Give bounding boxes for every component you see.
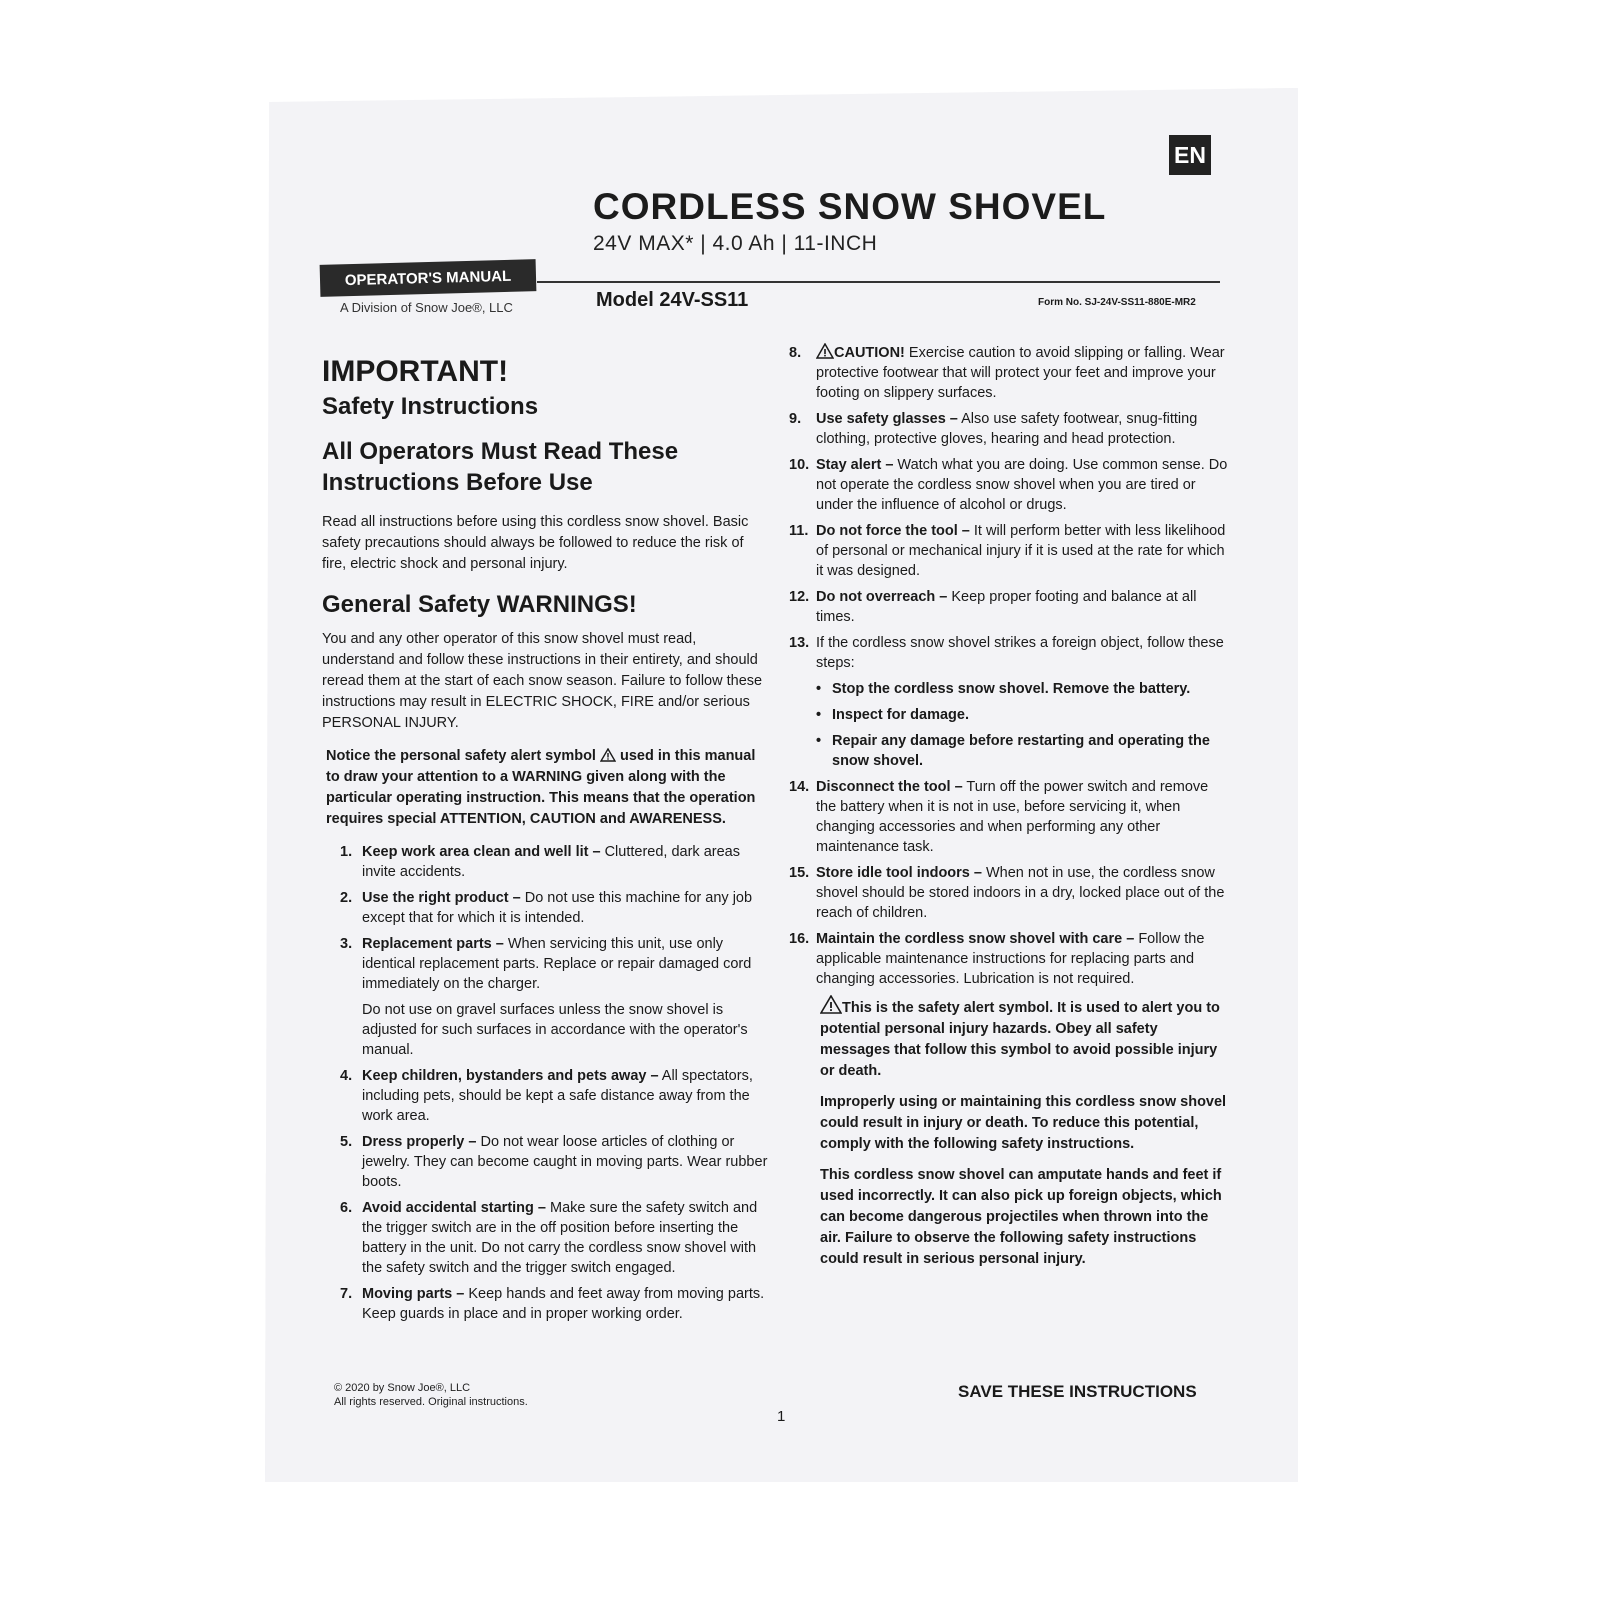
item-number: 9. bbox=[789, 411, 802, 427]
item-body: Keep hands and feet away from moving parts. Keep guards in place and in proper working order. bbox=[362, 1285, 765, 1322]
step-text: Repair any damage before restarting and operating the snow shovel. bbox=[832, 733, 1210, 769]
division-line: A Division of Snow Joe®, LLC bbox=[340, 300, 513, 315]
header-rule bbox=[537, 281, 1220, 283]
item-number: 4. bbox=[340, 1067, 353, 1084]
item-lead: Replacement parts – bbox=[362, 935, 504, 952]
step-text: Stop the cordless snow shovel. Remove the battery. bbox=[832, 681, 1191, 697]
item-body: Do not use this machine for any job except that for which it is intended. bbox=[362, 889, 753, 926]
right-list-2 bbox=[789, 777, 1229, 989]
item-lead: Stay alert – bbox=[816, 457, 894, 473]
item-text bbox=[816, 521, 1229, 581]
item-lead: Do not overreach – bbox=[816, 589, 948, 605]
item-number: 11. bbox=[789, 523, 809, 539]
save-instructions: SAVE THESE INSTRUCTIONS bbox=[958, 1382, 1197, 1401]
list-item bbox=[789, 777, 1229, 857]
item-text bbox=[816, 929, 1229, 989]
warning-triangle-icon bbox=[820, 995, 842, 1014]
item-body: When not in use, the cordless snow shovel should be stored indoors in a dry, locked place out of the reach of children. bbox=[816, 865, 1225, 921]
list-item bbox=[340, 934, 770, 1060]
general-warnings-heading: General Safety WARNINGS! bbox=[322, 590, 637, 618]
item-text bbox=[362, 1198, 770, 1278]
item-lead: Maintain the cordless snow shovel with care – bbox=[816, 931, 1135, 947]
item-note: Do not use on gravel surfaces unless the snow shovel is adjusted for such surfaces in accordance with the operator's manual. bbox=[362, 1001, 748, 1058]
item-body: Follow the applicable maintenance instructions for replacing parts and changing accessories. Lubrication is not required. bbox=[816, 931, 1205, 987]
item-body: Keep proper footing and balance at all times. bbox=[816, 589, 1197, 625]
item-lead: Moving parts – bbox=[362, 1285, 465, 1302]
list-item bbox=[789, 409, 1229, 449]
item-text bbox=[362, 934, 770, 1060]
document-subtitle: 24V MAX* | 4.0 Ah | 11-INCH bbox=[593, 232, 878, 255]
item-number: 1. bbox=[340, 843, 353, 860]
item-number: 14. bbox=[789, 779, 810, 795]
item-body: Exercise caution to avoid slipping or falling. Wear protective footwear that will protect your feet and improve your footing on slippery surfaces. bbox=[816, 345, 1225, 401]
item-body: Cluttered, dark areas invite accidents. bbox=[362, 843, 740, 880]
general-paragraph: You and any other operator of this snow shovel must read, understand and follow these instructions in their entirety, and should reread them at the start of each snow season. Failure to follow these instructions may result in ELECTRIC SHOCK, FIRE and/or serious PERSONAL INJURY. bbox=[322, 630, 763, 731]
item-text bbox=[362, 1284, 770, 1324]
item-number: 3. bbox=[340, 935, 353, 952]
item-lead: Keep work area clean and well lit – bbox=[362, 843, 601, 860]
item-text bbox=[362, 842, 770, 882]
item-number: 8. bbox=[789, 345, 802, 361]
intro-paragraph: Read all instructions before using this cordless snow shovel. Basic safety precautions should always be followed to reduce the risk of fire, electric shock and personal injury. bbox=[322, 513, 749, 572]
bullet-icon: • bbox=[816, 681, 822, 697]
list-item bbox=[789, 633, 1229, 673]
list-item bbox=[789, 863, 1229, 923]
left-list bbox=[340, 842, 770, 1324]
bullet-icon: • bbox=[816, 733, 822, 749]
safety-heading: Safety Instructions bbox=[322, 392, 539, 420]
must-read-heading: All Operators Must Read These Instructions Before Use bbox=[322, 437, 679, 496]
bullet-icon: • bbox=[816, 707, 822, 723]
item-text bbox=[816, 343, 1229, 403]
alert-paragraph-1 bbox=[820, 995, 1229, 1082]
warning-triangle-icon bbox=[816, 343, 834, 359]
list-item bbox=[789, 455, 1229, 515]
item-number: 7. bbox=[340, 1285, 353, 1302]
document-title: CORDLESS SNOW SHOVEL bbox=[593, 186, 1107, 227]
safety-alert-block bbox=[820, 995, 1229, 1270]
alert-paragraph-3: This cordless snow shovel can amputate hands and feet if used incorrectly. It can also pick up foreign objects, which can become dangerous projectiles when thrown into the air. Failure to observe the following safety instructions could result in serious personal injury. bbox=[820, 1167, 1222, 1267]
item-number: 12. bbox=[789, 589, 810, 605]
item-number: 2. bbox=[340, 889, 353, 906]
item-number: 6. bbox=[340, 1199, 353, 1216]
item-text bbox=[816, 633, 1229, 673]
important-heading: IMPORTANT! bbox=[322, 355, 509, 388]
right-list bbox=[789, 343, 1229, 673]
item-lead: CAUTION! bbox=[834, 345, 905, 361]
item-number: 15. bbox=[789, 865, 810, 881]
model-number: Model 24V-SS11 bbox=[596, 289, 749, 311]
item-lead: Dress properly – bbox=[362, 1133, 477, 1150]
item-body: Also use safety footwear, snug-fitting clothing, protective gloves, hearing and head protection. bbox=[816, 411, 1198, 447]
item-lead: Disconnect the tool – bbox=[816, 779, 963, 795]
item-body: If the cordless snow shovel strikes a foreign object, follow these steps: bbox=[816, 635, 1224, 671]
item-text bbox=[816, 587, 1229, 627]
list-item bbox=[340, 1198, 770, 1278]
manual-tab: OPERATOR'S MANUAL bbox=[320, 259, 537, 297]
item-lead: Do not force the tool – bbox=[816, 523, 970, 539]
item-text bbox=[816, 777, 1229, 857]
list-item bbox=[340, 888, 770, 928]
item-body: It will perform better with less likelihood of personal or mechanical injury if it is used at the rate for which it was designed. bbox=[816, 523, 1226, 579]
language-badge: EN bbox=[1169, 135, 1211, 175]
item-body: All spectators, including pets, should be kept a safe distance away from the work area. bbox=[362, 1067, 753, 1124]
item-body: Watch what you are doing. Use common sense. Do not operate the cordless snow shovel when you are tired or under the influence of alcohol or drugs. bbox=[816, 457, 1228, 513]
item-body: When servicing this unit, use only identical replacement parts. Replace or repair damaged cord immediately on the charger. bbox=[362, 935, 752, 992]
list-item bbox=[340, 1066, 770, 1126]
item-text bbox=[362, 1132, 770, 1192]
page-number: 1 bbox=[777, 1408, 786, 1425]
notice-text-a: Notice the personal safety alert symbol bbox=[326, 747, 596, 764]
item-lead: Store idle tool indoors – bbox=[816, 865, 982, 881]
item-number: 16. bbox=[789, 931, 810, 947]
item-text bbox=[816, 455, 1229, 515]
form-number: Form No. SJ-24V-SS11-880E-MR2 bbox=[1038, 297, 1196, 308]
copyright-line: © 2020 by Snow Joe®, LLC bbox=[334, 1382, 471, 1394]
list-item bbox=[340, 1284, 770, 1324]
list-item bbox=[789, 521, 1229, 581]
item-body: Turn off the power switch and remove the battery when it is not in use, before servicing it, when changing accessories and when performing any other maintenance task. bbox=[816, 779, 1209, 855]
item-body: Make sure the safety switch and the trigger switch are in the off position before inserting the battery in the unit. Do not carry the cordless snow shovel with the safety switch and the trigger switch engaged. bbox=[362, 1199, 758, 1276]
left-column bbox=[322, 355, 770, 1330]
list-item bbox=[789, 587, 1229, 627]
list-item bbox=[340, 1132, 770, 1192]
rights-line: All rights reserved. Original instructions. bbox=[334, 1396, 528, 1408]
notice-paragraph bbox=[326, 746, 770, 830]
step-item bbox=[816, 731, 1229, 771]
item-lead: Use the right product – bbox=[362, 889, 521, 906]
right-column bbox=[789, 343, 1229, 1280]
alert-text-1: This is the safety alert symbol. It is used to alert you to potential personal injury hazards. Obey all safety messages that follow this symbol to avoid possible injury or death. bbox=[820, 1000, 1220, 1079]
copyright bbox=[334, 1381, 528, 1409]
step-text: Inspect for damage. bbox=[832, 707, 969, 723]
item-text bbox=[362, 1066, 770, 1126]
step-item bbox=[816, 679, 1229, 699]
steps-list bbox=[816, 679, 1229, 771]
item-number: 5. bbox=[340, 1133, 353, 1150]
item-lead: Avoid accidental starting – bbox=[362, 1199, 546, 1216]
item-lead: Keep children, bystanders and pets away – bbox=[362, 1067, 659, 1084]
item-text bbox=[816, 409, 1229, 449]
item-text bbox=[816, 863, 1229, 923]
notice-text-b: used in this manual to draw your attention to a WARNING given along with the particular operating instruction. This means that the operation requires special ATTENTION, CAUTION and AWARENESS. bbox=[326, 747, 756, 827]
list-item bbox=[340, 842, 770, 882]
list-item bbox=[789, 343, 1229, 403]
item-number: 10. bbox=[789, 457, 810, 473]
item-lead: Use safety glasses – bbox=[816, 411, 958, 427]
list-item bbox=[789, 929, 1229, 989]
step-item bbox=[816, 705, 1229, 725]
item-number: 13. bbox=[789, 635, 810, 651]
alert-paragraph-2: Improperly using or maintaining this cordless snow shovel could result in injury or death. To reduce this potential, comply with the following safety instructions. bbox=[820, 1094, 1227, 1152]
item-body: Do not wear loose articles of clothing or jewelry. They can become caught in moving parts. Wear rubber boots. bbox=[362, 1133, 768, 1190]
warning-triangle-icon bbox=[600, 748, 616, 762]
item-text bbox=[362, 888, 770, 928]
